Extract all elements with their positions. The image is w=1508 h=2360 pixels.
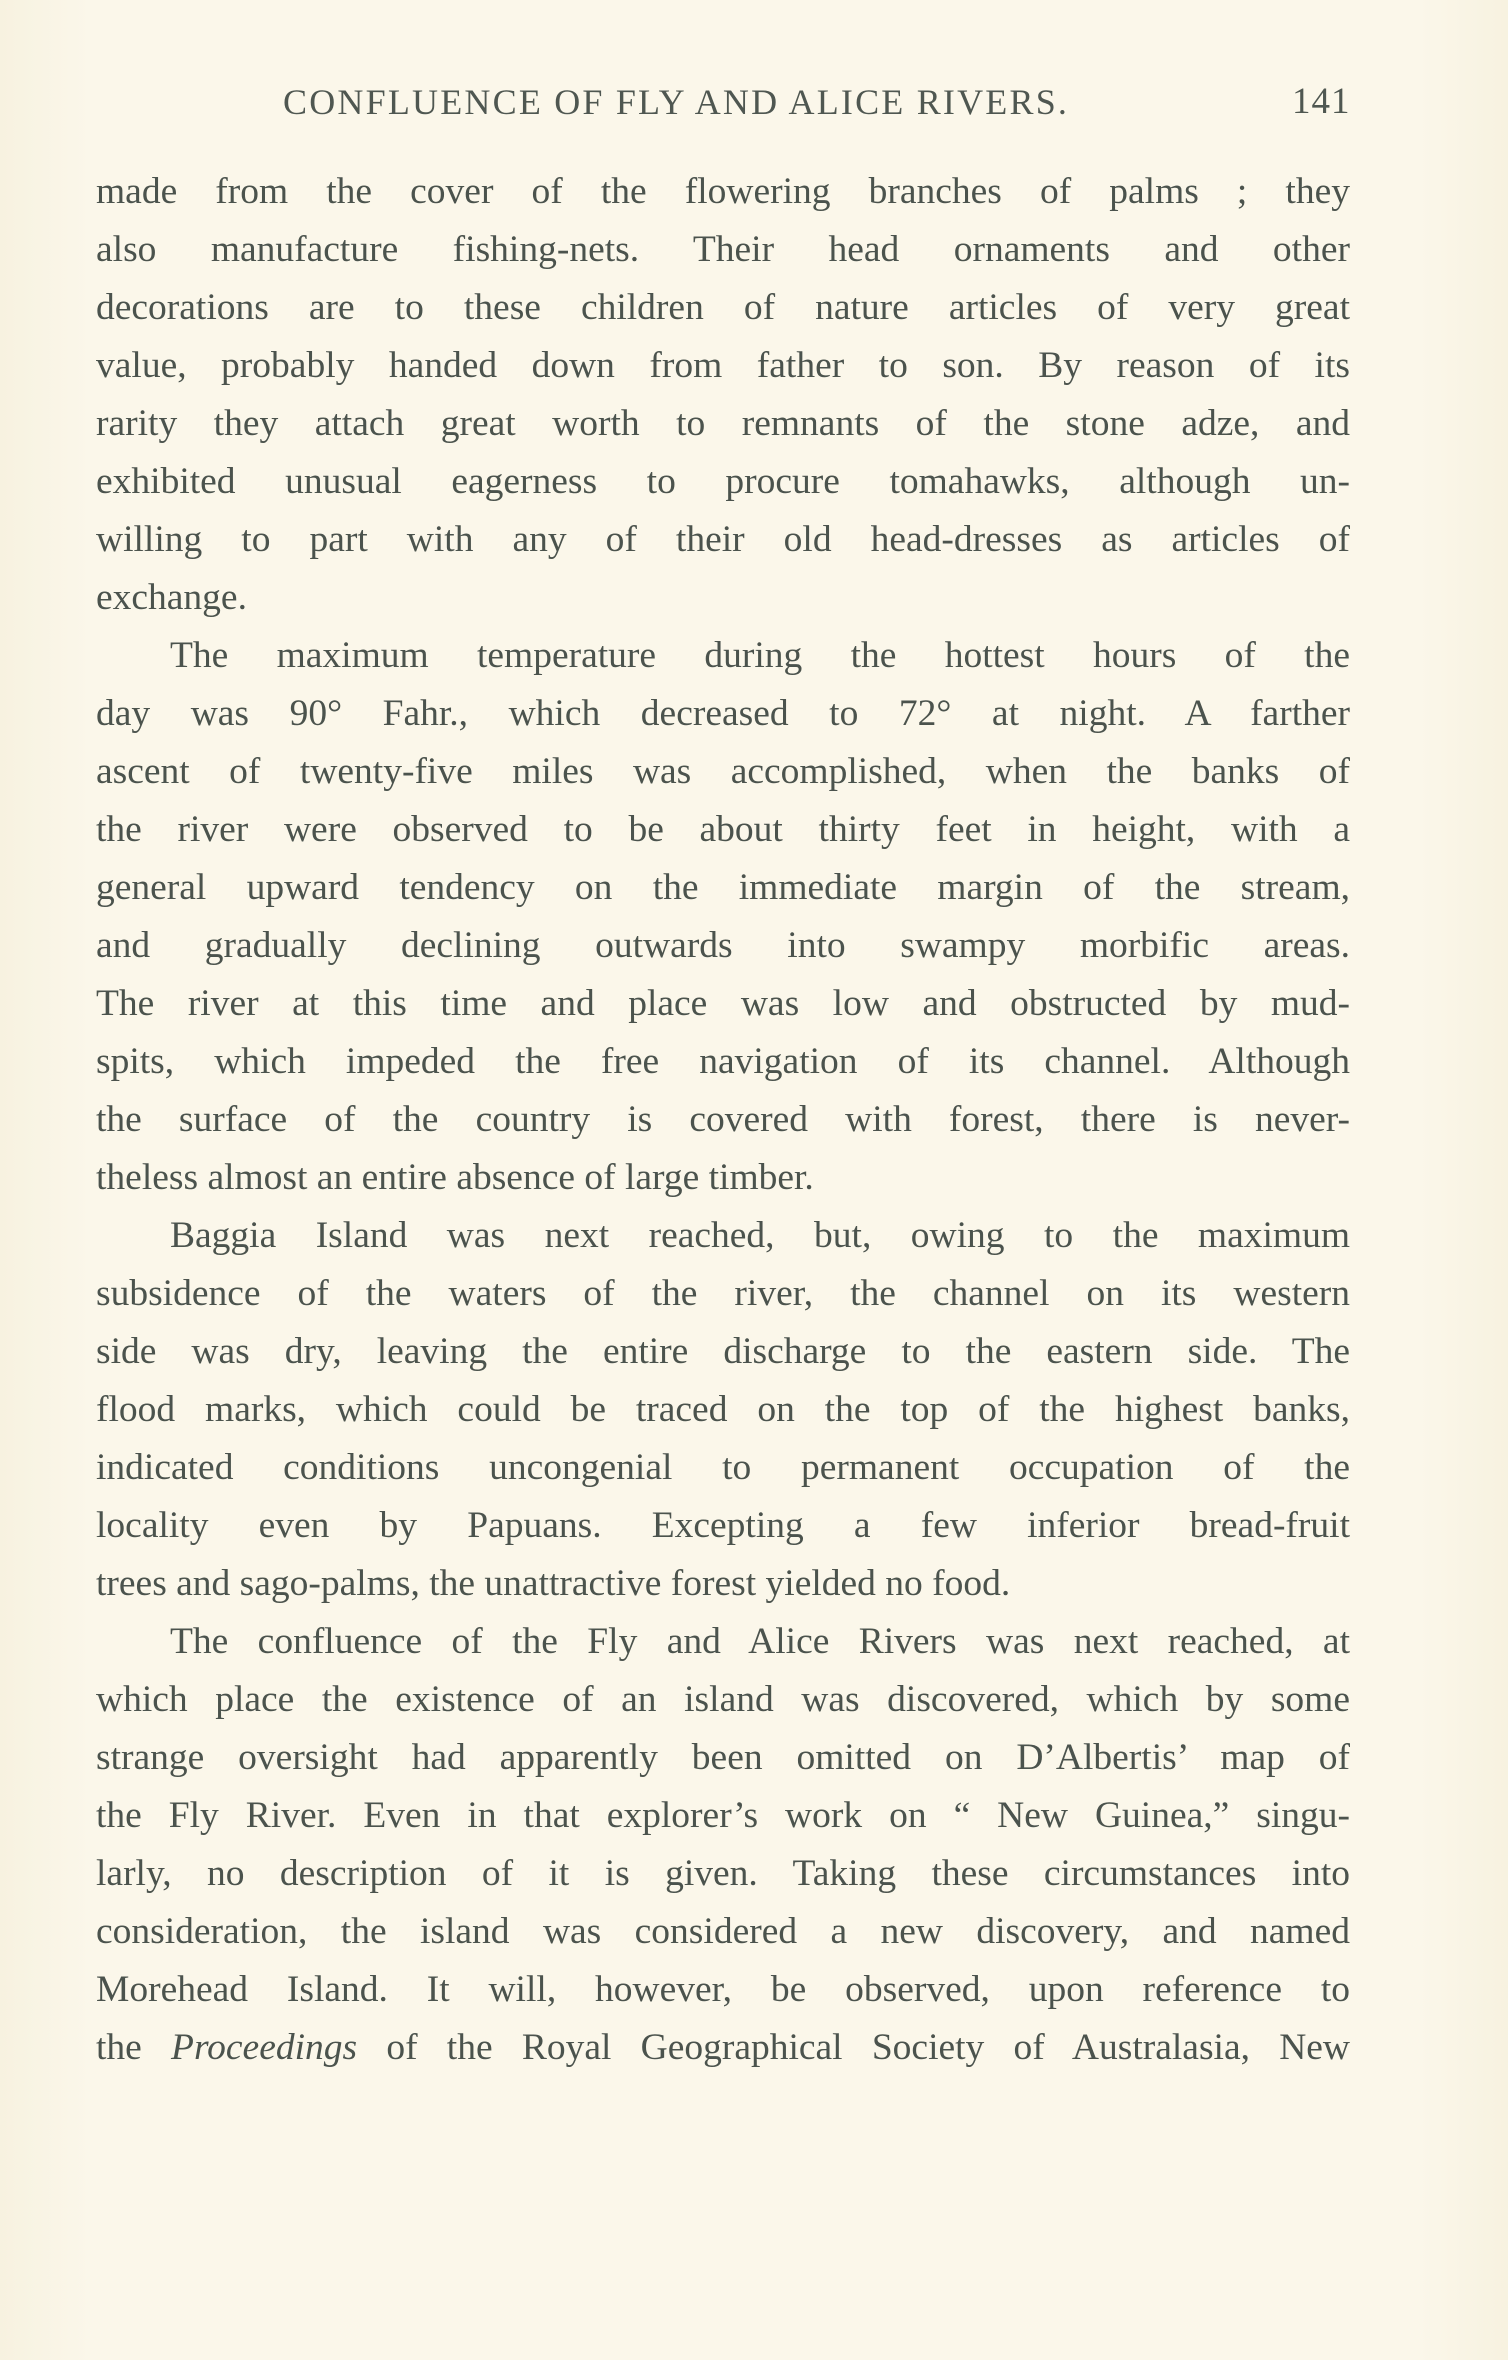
text-line: rarity they attach great worth to remnants of the stone adze, and [96,403,1350,444]
text-line: Morehead Island. It will, however, be observed, upon reference to [96,1969,1350,2010]
body-text [96,163,1350,2077]
page-number: 141 [1292,81,1351,122]
text-line: the surface of the country is covered with forest, there is never- [96,1099,1350,1140]
text-line: spits, which impeded the free navigation of its channel. Although [96,1041,1350,1082]
text-line: side was dry, leaving the entire discharge to the eastern side. The [96,1331,1350,1372]
text-line: subsidence of the waters of the river, the channel on its western [96,1273,1350,1314]
text-line: exchange. [96,577,247,618]
text-line: consideration, the island was considered a new discovery, and named [96,1911,1350,1952]
text-line: theless almost an entire absence of large timber. [96,1157,814,1198]
text-fragment: of the Royal Geographical Society of Australasia, New [357,2027,1350,2068]
text-line: general upward tendency on the immediate margin of the stream, [96,867,1350,908]
text-line: Baggia Island was next reached, but, owing to the maximum [170,1215,1350,1256]
text-line: made from the cover of the flowering branches of palms ; they [96,171,1350,212]
text-line: exhibited unusual eagerness to procure tomahawks, although un- [96,461,1350,502]
text-line: and gradually declining outwards into swampy morbific areas. [96,925,1350,966]
paragraph-2 [96,627,1350,1207]
text-line: The river at this time and place was low and obstructed by mud- [96,983,1350,1024]
text-fragment: the [96,2027,172,2068]
paragraph-1 [96,163,1350,627]
text-line: larly, no description of it is given. Taking these circumstances into [96,1853,1350,1894]
paragraph-3 [96,1207,1350,1613]
text-line: ascent of twenty-five miles was accomplished, when the banks of [96,751,1350,792]
text-line: also manufacture fishing-nets. Their head ornaments and other [96,229,1350,270]
text-line: the river were observed to be about thirty feet in height, with a [96,809,1350,850]
text-line: willing to part with any of their old head-dresses as articles of [96,519,1350,560]
text-line: trees and sago-palms, the unattractive forest yielded no food. [96,1563,1011,1604]
italic-title-proceedings: Proceedings [171,2027,358,2068]
text-line: value, probably handed down from father to son. By reason of its [96,345,1350,386]
text-line: flood marks, which could be traced on the top of the highest banks, [96,1389,1350,1430]
text-line: strange oversight had apparently been omitted on D’Albertis’ map of [96,1737,1350,1778]
text-line: day was 90° Fahr., which decreased to 72° at night. A farther [96,693,1350,734]
text-line: the Fly River. Even in that explorer’s work on “ New Guinea,” singu- [96,1795,1350,1836]
text-line: The maximum temperature during the hottest hours of the [170,635,1350,676]
running-head-title: CONFLUENCE OF FLY AND ALICE RIVERS. [283,82,1070,122]
text-line: which place the existence of an island was discovered, which by some [96,1679,1350,1720]
paragraph-4 [96,1613,1350,2077]
text-line: decorations are to these children of nature articles of very great [96,287,1350,328]
text-line: locality even by Papuans. Excepting a few inferior bread-fruit [96,1505,1350,1546]
text-line: indicated conditions uncongenial to permanent occupation of the [96,1447,1350,1488]
text-line: The confluence of the Fly and Alice Rivers was next reached, at [170,1621,1350,1662]
text-line-with-italic [96,2019,1350,2077]
